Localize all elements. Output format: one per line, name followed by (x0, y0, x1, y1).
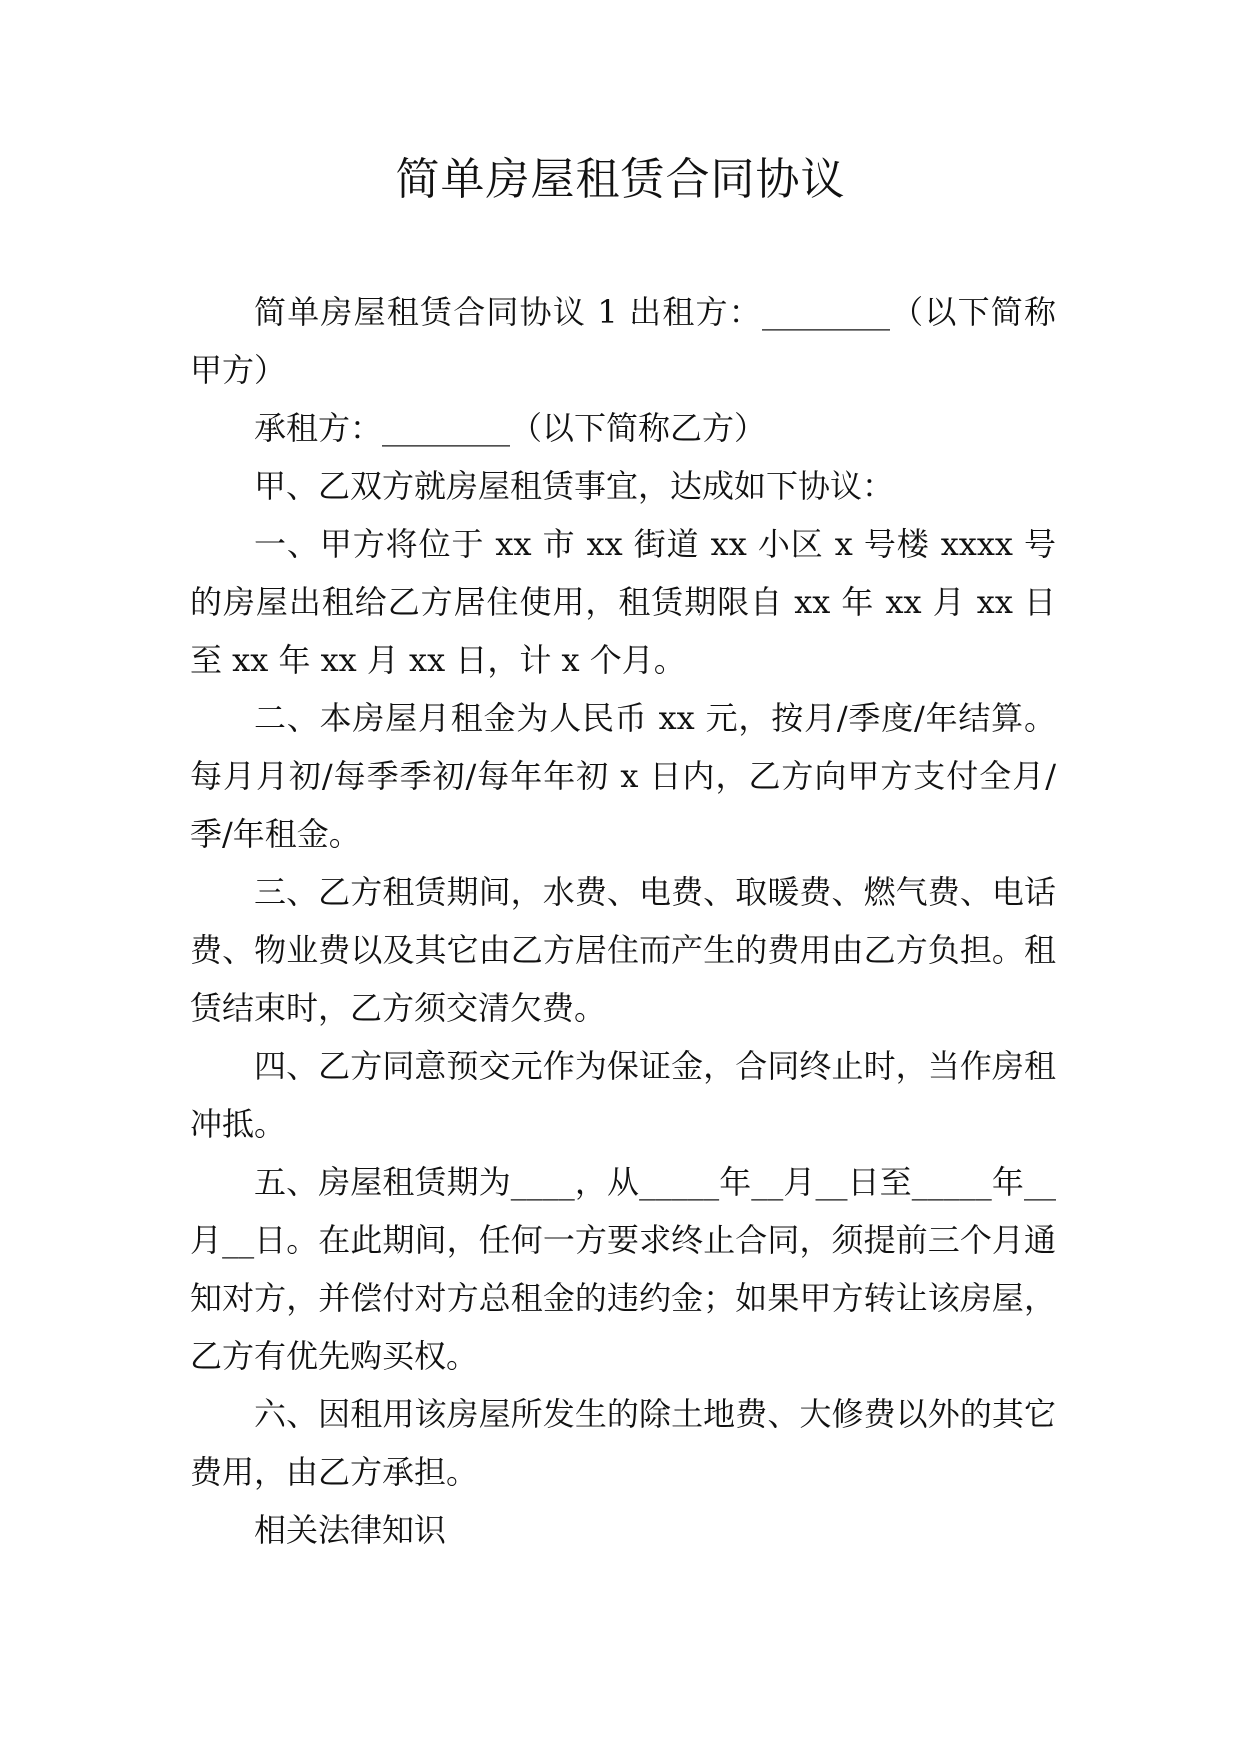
document-body (190, 283, 1056, 1559)
paragraph-clause-4: 四、乙方同意预交元作为保证金，合同终止时，当作房租冲抵。 (190, 1047, 1056, 1143)
paragraph-clause-3: 三、乙方租赁期间，水费、电费、取暖费、燃气费、电话费、物业费以及其它由乙方居住而产生的费用由乙方负担。租赁结束时，乙方须交清欠费。 (190, 873, 1056, 1027)
paragraph-clause-1: 一、甲方将位于 xx 市 xx 街道 xx 小区 x 号楼 xxxx 号的房屋出租给乙方居住使用，租赁期限自 xx 年 xx 月 xx 日至 xx 年 xx 月 xx 日，计 x 个月。 (190, 525, 1056, 679)
document-title: 简单房屋租赁合同协议 (395, 154, 846, 205)
paragraph-lessor: 简单房屋租赁合同协议 1 出租方：________（以下简称甲方） (190, 293, 1056, 389)
paragraph-clause-6: 六、因租用该房屋所发生的除土地费、大修费以外的其它费用，由乙方承担。 (190, 1395, 1056, 1491)
paragraph-clause-5: 五、房屋租赁期为____，从_____年__月__日至_____年__月__日。在此期间，任何一方要求终止合同，须提前三个月通知对方，并偿付对方总租金的违约金；如果甲方转让该房屋，乙方有优先购买权。 (190, 1163, 1056, 1375)
paragraph-lessee: 承租方：________（以下简称乙方） (254, 409, 767, 447)
paragraph-clause-2: 二、本房屋月租金为人民币 xx 元，按月/季度/年结算。每月月初/每季季初/每年年初 x 日内，乙方向甲方支付全月/季/年租金。 (190, 699, 1056, 853)
paragraph-legal-knowledge: 相关法律知识 (254, 1511, 447, 1549)
paragraph-agreement-intro: 甲、乙双方就房屋租赁事宜，达成如下协议： (254, 467, 895, 505)
